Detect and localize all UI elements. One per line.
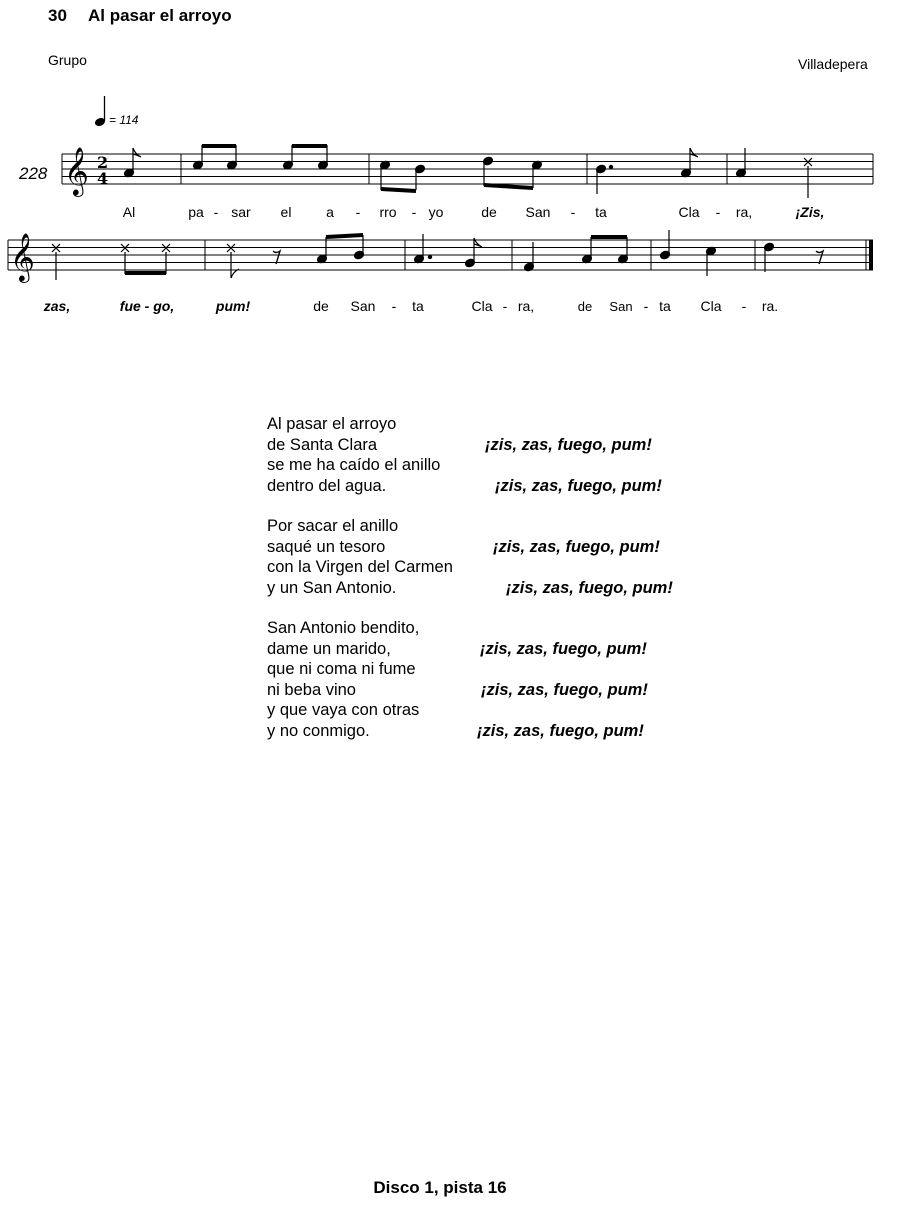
lyric-syllable: Cla [700,298,722,314]
lyric-syllable: ra. [761,298,779,314]
verse-line [267,618,453,639]
lyric-hyphen: - [502,298,508,314]
verse-text: se me ha caído el anillo [267,456,441,474]
verse-line [267,537,660,558]
lyric-syllable: San [609,299,633,314]
treble-clef-icon: 𝄞 [10,232,35,281]
verse-line [267,659,453,680]
verse-refrain: ¡zis, zas, fuego, pum! [506,578,673,597]
verse-line [267,680,648,701]
lyric-hyphen: - [741,298,747,314]
tempo-quarter-note-icon [92,94,110,128]
time-signature-top: 2 [97,153,109,172]
verse-line [267,414,453,435]
lyric-syllable: San [350,298,376,314]
verse-3 [267,618,648,741]
lyric-hyphen: - [391,298,397,314]
verse-refrain: ¡zis, zas, fuego, pum! [485,435,652,454]
verse-refrain: ¡zis, zas, fuego, pum! [493,537,660,556]
treble-clef-icon: 𝄞 [64,146,89,195]
verse-text: de Santa Clara [267,435,378,454]
lyric-hyphen: - [570,204,576,220]
lyric-syllable: de [577,299,593,314]
verse-2 [267,516,673,598]
verse-line [267,700,453,721]
verse-line [267,455,453,476]
lyric-hyphen: - [355,204,361,220]
verse-1 [267,414,662,496]
verse-refrain: ¡zis, zas, fuego, pum! [481,680,648,699]
lyric-syllable: Cla [471,298,493,314]
lyric-syllable: a [326,204,334,220]
staff-system-2 [0,225,900,295]
lyric-hyphen: - [213,204,219,220]
lyric-syllable: pa [188,204,204,220]
lyric-syllable: zas, [43,298,71,314]
verse-text: con la Virgen del Carmen [267,558,453,576]
lyric-hyphen: - [715,204,721,220]
lyric-syllable: ¡Zis, [795,204,825,220]
song-title [48,6,232,26]
track-footer: Disco 1, pista 16 [373,1178,507,1197]
lyric-syllable: Al [122,204,136,220]
lyric-hyphen: - [643,298,649,314]
verse-text: San Antonio bendito, [267,619,420,637]
lyric-syllable: rro [379,204,397,220]
lyric-syllable: ta [412,298,424,314]
performer-label: Grupo [48,52,87,68]
lyric-hyphen: - [411,204,417,220]
verse-text: ni beba vino [267,680,356,699]
lyric-syllable: de [313,298,329,314]
lyric-syllable: yo [428,204,444,220]
verse-text: dame un marido, [267,639,391,658]
verse-line [267,557,453,578]
verse-refrain: ¡zis, zas, fuego, pum! [480,639,647,658]
verse-text: saqué un tesoro [267,537,386,556]
verse-text: que ni coma ni fume [267,660,416,678]
verse-text: y que vaya con otras [267,701,420,719]
verse-text: y un San Antonio. [267,578,397,597]
song-title-text: Al pasar el arroyo [88,6,232,25]
verse-text: y no conmigo. [267,721,370,740]
lyric-syllable: Cla [678,204,700,220]
lyric-syllable: pum! [215,298,251,314]
lyric-syllable: ra, [517,298,535,314]
staff-system-1 [0,130,900,200]
verse-line [267,721,644,742]
verse-refrain: ¡zis, zas, fuego, pum! [495,476,662,495]
lyric-syllable: San [525,204,551,220]
song-number: 30 [48,6,67,25]
verse-line [267,516,453,537]
lyric-syllable: ta [595,204,607,220]
lyric-syllable: el [280,204,292,220]
verse-text: Por sacar el anillo [267,517,399,535]
lyric-syllable: de [481,204,497,220]
lyric-syllable: ta [659,298,671,314]
tempo-value: = 114 [109,113,139,127]
verse-line [267,435,652,456]
verse-refrain: ¡zis, zas, fuego, pum! [477,721,644,740]
lyric-syllable: ra, [735,204,753,220]
verse-line [267,639,647,660]
verse-line [267,476,662,497]
verse-text: dentro del agua. [267,476,387,495]
measure-number: 228 [19,164,48,183]
lyric-syllable: fue - go, [119,298,175,314]
verse-text: Al pasar el arroyo [267,415,397,433]
time-signature-bottom: 4 [97,169,109,188]
place-label: Villadepera [798,56,868,72]
verse-line [267,578,673,599]
verses-block [267,414,673,741]
lyric-syllable: sar [231,204,251,220]
